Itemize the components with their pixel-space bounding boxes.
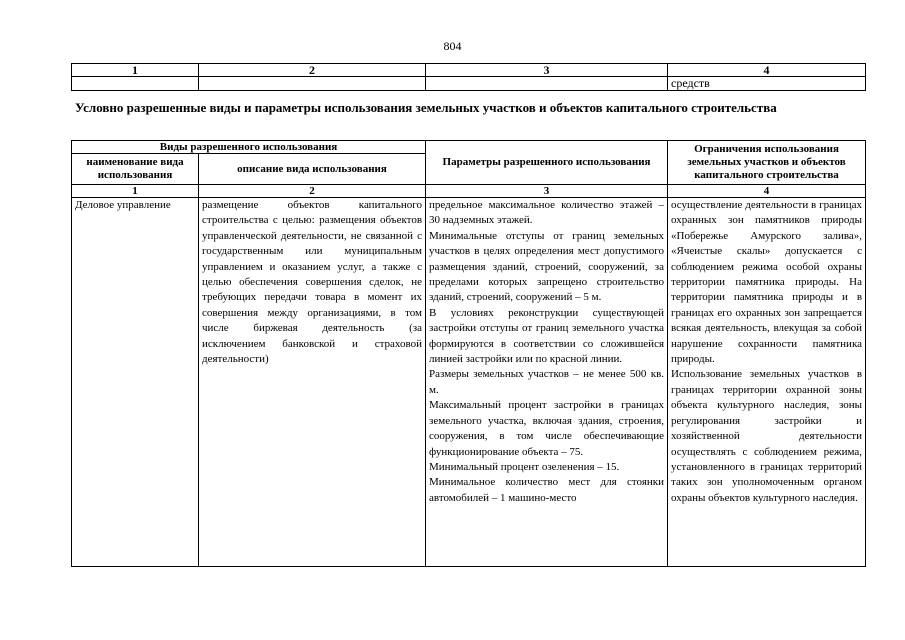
use-description-cell: размещение объектов капитального строительства с целью: размещения объектов управленческой деятельности, не связанной с государственным или муниципальным управлением и оказанием услуг, а также с целью обеспечения совершения сделок, не требующих передачи товара в момент их совершения между организациями, в том числе биржевая деятельность (за исключением банковской и страховой деятельности)	[199, 198, 426, 567]
header-row	[72, 141, 866, 154]
parameter-paragraph: предельное максимальное количество этажей – 30 надземных этажей.	[429, 199, 665, 227]
table-row	[72, 198, 866, 567]
column-numbers-row	[72, 185, 866, 198]
page-number: 804	[443, 39, 462, 53]
parameter-paragraph: Минимальное количество мест для стоянки автомобилей – 1 машино-место	[429, 476, 665, 504]
continued-table-row	[72, 77, 866, 91]
restrictions-cell	[668, 198, 866, 567]
column-number: 3	[426, 185, 668, 198]
restriction-paragraph: Использование земельных участков в границах территории охранной зоны объекта культурного наследия, зоны регулирования застройки и хозяйственной деятельности осуществлять с соблюдением режима, установленного в границах территорий таких зон уполномоченным органом охраны объектов культурного наследия.	[671, 368, 863, 504]
column-number: 1	[72, 185, 199, 198]
continued-table-header-row	[72, 64, 866, 77]
parameter-paragraph: Минимальные отступы от границ земельных участков в целях определения мест допустимого размещения зданий, строений, сооружений, за пределами которых запрещено строительство зданий, строений, сооружений – 5 м.	[429, 229, 665, 304]
parameters-header: Параметры разрешенного использования	[426, 141, 668, 185]
use-description-header: описание вида использования	[199, 154, 426, 185]
column-number: 4	[668, 64, 866, 77]
table-cell	[72, 77, 199, 91]
column-number: 2	[199, 64, 426, 77]
parameter-paragraph: Размеры земельных участков – не менее 500 кв. м.	[429, 368, 665, 396]
use-name-cell: Деловое управление	[72, 198, 199, 567]
restriction-paragraph: осуществление деятельности в границах охранных зон памятников природы «Побережье Амурского залива», «Ячеистые скалы» допускается с соблюдением режима особой охраны территории памятника природы. На территории памятника природы и в границах его охранных зон запрещается всякая деятельность, влекущая за собой нарушение сохранности памятника природы.	[671, 199, 863, 366]
column-number: 2	[199, 185, 426, 198]
parameter-paragraph: В условиях реконструкции существующей застройки отступы от границ земельного участка формируются в соответствии со сложившейся линией застройки или по красной линии.	[429, 306, 665, 366]
conditional-use-table	[71, 140, 866, 567]
parameter-paragraph: Минимальный процент озеленения – 15.	[429, 460, 620, 473]
table-cell: средств	[668, 77, 866, 91]
parameters-cell	[426, 198, 668, 567]
restrictions-header: Ограничения использования земельных участков и объектов капитального строительства	[668, 141, 866, 185]
continued-table	[71, 63, 866, 91]
column-number: 3	[426, 64, 668, 77]
table-cell	[199, 77, 426, 91]
parameter-paragraph: Максимальный процент застройки в границах земельного участка, включая здания, строения, сооружения, в том числе обеспечивающие функционирование объекта – 75.	[429, 399, 665, 458]
table-cell	[426, 77, 668, 91]
column-number: 4	[668, 185, 866, 198]
use-name-header: наименование вида использования	[72, 154, 199, 185]
column-number: 1	[72, 64, 199, 77]
group-header: Виды разрешенного использования	[72, 141, 426, 154]
section-title: Условно разрешенные виды и параметры использования земельных участков и объектов капитального строительства	[75, 100, 777, 115]
